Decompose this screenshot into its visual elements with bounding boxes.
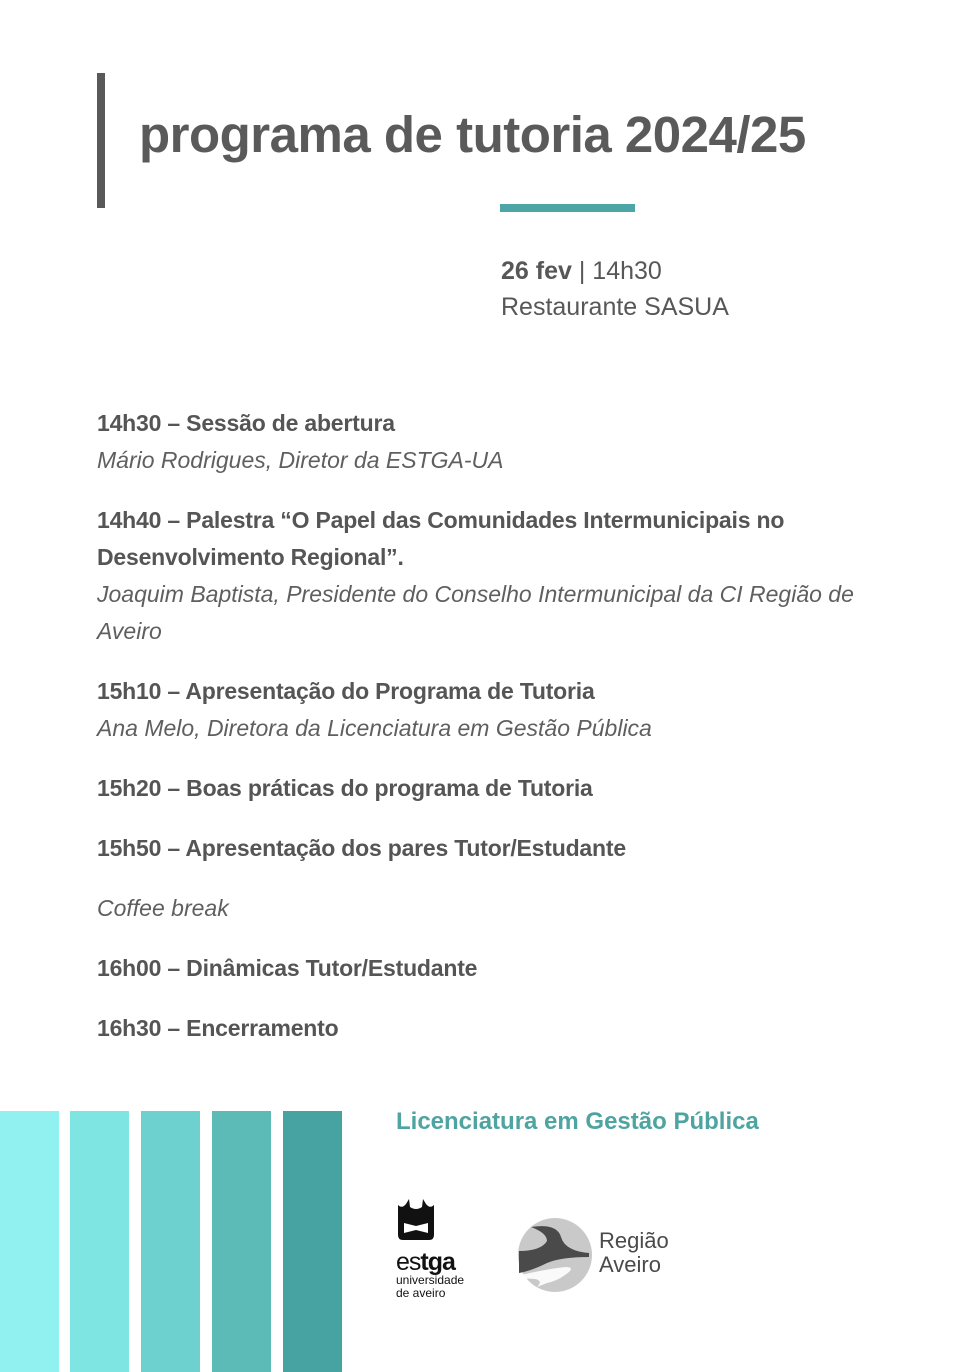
agenda-item-speaker: Joaquim Baptista, Presidente do Conselho Intermunicipal da CI Região de Aveiro [97,581,854,644]
agenda-item [97,770,877,807]
estga-word-bold: tga [420,1248,455,1276]
decorative-bar [283,1111,342,1372]
estga-line2: de aveiro [396,1286,446,1300]
event-info [501,253,729,325]
agenda-item [97,502,877,650]
page-title: programa de tutoria 2024/25 [139,106,806,163]
event-venue: Restaurante SASUA [501,293,729,321]
estga-wordmark [396,1250,486,1274]
agenda-item [97,1010,877,1047]
course-name: Licenciatura em Gestão Pública [396,1108,759,1135]
agenda-item-speaker: Mário Rodrigues, Diretor da ESTGA-UA [97,447,504,473]
decorative-bar [141,1111,200,1372]
regiao-aveiro-emblem-icon [517,1217,593,1293]
agenda-list [97,405,877,1070]
agenda-item-break [97,890,877,927]
agenda-item-title: 14h30 – Sessão de abertura [97,410,395,436]
regiao-aveiro-text [599,1229,669,1277]
agenda-item [97,830,877,867]
agenda-item-title: 15h20 – Boas práticas do programa de Tutoria [97,775,593,801]
agenda-item [97,405,877,479]
agenda-item-speaker: Ana Melo, Diretora da Licenciatura em Gestão Pública [97,715,652,741]
agenda-item-title: 16h30 – Encerramento [97,1015,339,1041]
estga-word-light: es [396,1248,421,1276]
regiao-line1: Região [599,1228,669,1253]
castle-book-icon [396,1199,436,1241]
decorative-bar [0,1111,59,1372]
agenda-item-title: 14h40 – Palestra “O Papel das Comunidades Intermunicipais no Desenvolvimento Regional”. [97,507,785,570]
event-date: 26 fev [501,257,572,285]
event-datetime [501,253,729,289]
event-separator: | [578,257,586,285]
agenda-item-title: 15h10 – Apresentação do Programa de Tutoria [97,678,595,704]
estga-line1: universidade [396,1273,465,1287]
agenda-item-title: 15h50 – Apresentação dos pares Tutor/Estudante [97,835,626,861]
regiao-aveiro-logo [517,1217,687,1293]
estga-logo [396,1199,486,1300]
agenda-item [97,673,877,747]
title-underline [500,204,635,212]
coffee-break-label: Coffee break [97,895,229,921]
event-time: 14h30 [592,257,662,285]
decorative-bars [0,1111,342,1372]
agenda-item-title: 16h00 – Dinâmicas Tutor/Estudante [97,955,478,981]
decorative-bar [212,1111,271,1372]
regiao-line2: Aveiro [599,1252,661,1277]
agenda-item [97,950,877,987]
title-accent-bar [97,73,105,208]
decorative-bar [70,1111,129,1372]
